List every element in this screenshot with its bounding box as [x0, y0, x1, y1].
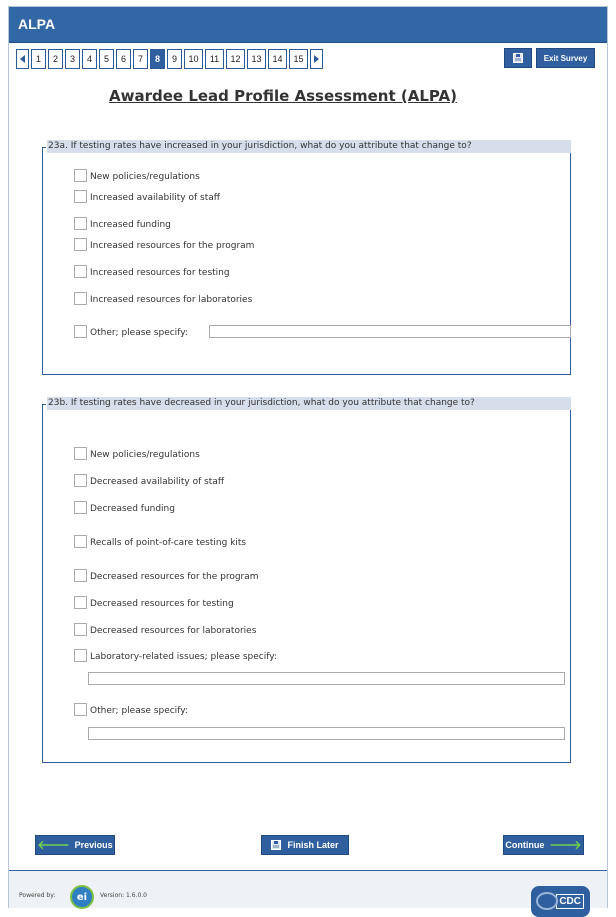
option-label: Increased resources for the program — [90, 241, 255, 251]
question-23b-section — [42, 398, 571, 763]
cdc-logo-text: CDC — [556, 894, 584, 909]
page-5-link[interactable]: 5 — [99, 49, 114, 69]
page-13-link[interactable]: 13 — [247, 49, 266, 69]
q23a-checkbox-increased-funding[interactable] — [74, 217, 87, 230]
option-label: Other; please specify: — [90, 328, 188, 338]
save-button[interactable] — [504, 48, 532, 68]
q23b-checkbox-decreased-funding[interactable] — [74, 501, 87, 514]
option-label: New policies/regulations — [90, 172, 200, 182]
hhs-eagle-icon — [536, 892, 558, 910]
question-23a-section — [42, 141, 571, 375]
option-label: Recalls of point-of-care testing kits — [90, 538, 247, 548]
q23a-checkbox-new-policies[interactable] — [74, 169, 87, 182]
q23a-option-increased-staff — [74, 190, 220, 203]
continue-label: Continue — [505, 840, 545, 850]
option-label: Increased availability of staff — [90, 193, 220, 203]
q23b-option-decreased-funding — [74, 501, 175, 514]
q23a-option-other — [74, 325, 188, 338]
finish-later-button[interactable] — [261, 835, 349, 855]
page-2-link[interactable]: 2 — [48, 49, 63, 69]
q23a-checkbox-increased-staff[interactable] — [74, 190, 87, 203]
exit-survey-button[interactable]: Exit Survey — [536, 48, 595, 68]
q23b-option-resources-program — [74, 569, 259, 582]
version-text: Version: 1.6.0.0 — [100, 892, 147, 899]
q23a-other-specify-input[interactable] — [209, 325, 571, 338]
q23a-checkbox-other[interactable] — [74, 325, 87, 338]
option-label: New policies/regulations — [90, 450, 200, 460]
option-label: Decreased resources for testing — [90, 599, 234, 609]
app-title: ALPA — [18, 16, 56, 32]
page-navigator — [16, 49, 325, 69]
option-label: Other; please specify: — [90, 706, 188, 716]
q23a-checkbox-resources-program[interactable] — [74, 238, 87, 251]
q23b-option-recalls — [74, 535, 246, 548]
q23a-option-resources-program — [74, 238, 254, 251]
page-10-link[interactable]: 10 — [184, 49, 203, 69]
option-label: Decreased availability of staff — [90, 477, 225, 487]
option-label: Increased funding — [90, 220, 171, 230]
continue-button[interactable] — [503, 835, 584, 855]
page-3-link[interactable]: 3 — [65, 49, 80, 69]
q23a-checkbox-resources-labs[interactable] — [74, 292, 87, 305]
q23a-option-new-policies — [74, 169, 200, 182]
q23b-option-resources-labs — [74, 623, 256, 636]
q23b-option-resources-testing — [74, 596, 234, 609]
ei-logo: ei — [70, 885, 94, 909]
q23a-checkbox-resources-testing[interactable] — [74, 265, 87, 278]
q23b-other-specify-input[interactable] — [88, 727, 565, 740]
q23b-lab-issues-specify-input[interactable] — [88, 672, 565, 685]
option-label: Decreased resources for the program — [90, 572, 259, 582]
q23b-option-lab-issues — [74, 649, 277, 662]
q23b-checkbox-other[interactable] — [74, 703, 87, 716]
save-icon — [271, 840, 281, 850]
save-icon — [513, 53, 523, 63]
page-title: Awardee Lead Profile Assessment (ALPA) — [109, 87, 457, 105]
page-8-link-current[interactable]: 8 — [150, 49, 165, 69]
page-6-link[interactable]: 6 — [116, 49, 131, 69]
q23b-checkbox-decreased-staff[interactable] — [74, 474, 87, 487]
q23a-option-resources-labs — [74, 292, 252, 305]
top-bar — [9, 7, 607, 43]
option-label: Increased resources for laboratories — [90, 295, 253, 305]
q23a-option-resources-testing — [74, 265, 230, 278]
option-label: Decreased resources for laboratories — [90, 626, 257, 636]
right-arrow-icon: 🡒 — [549, 838, 582, 852]
survey-frame — [8, 6, 608, 908]
page-4-link[interactable]: 4 — [82, 49, 97, 69]
page-7-link[interactable]: 7 — [133, 49, 148, 69]
footer — [9, 871, 607, 908]
q23b-checkbox-resources-labs[interactable] — [74, 623, 87, 636]
question-23b-title: 23b. If testing rates have decreased in your jurisdiction, what do you attribute that change to? — [47, 397, 571, 410]
pager-next-icon[interactable] — [310, 49, 323, 69]
page-1-link[interactable]: 1 — [31, 49, 46, 69]
pager-prev-icon[interactable] — [16, 49, 29, 69]
option-label: Decreased funding — [90, 504, 175, 514]
page-12-link[interactable]: 12 — [226, 49, 245, 69]
previous-label: Previous — [74, 840, 113, 850]
previous-button[interactable] — [35, 835, 115, 855]
finish-later-label: Finish Later — [287, 840, 339, 850]
page-14-link[interactable]: 14 — [268, 49, 287, 69]
q23b-checkbox-lab-issues[interactable] — [74, 649, 87, 662]
option-label: Increased resources for testing — [90, 268, 230, 278]
page-15-link[interactable]: 15 — [289, 49, 308, 69]
q23b-option-decreased-staff — [74, 474, 224, 487]
q23b-option-other — [74, 703, 188, 716]
q23b-checkbox-resources-testing[interactable] — [74, 596, 87, 609]
q23b-option-new-policies — [74, 447, 200, 460]
q23a-option-increased-funding — [74, 217, 171, 230]
page-9-link[interactable]: 9 — [167, 49, 182, 69]
cdc-logo — [531, 886, 590, 917]
powered-by-text: Powered by: — [19, 892, 56, 899]
page-11-link[interactable]: 11 — [205, 49, 224, 69]
option-label: Laboratory-related issues; please specify: — [90, 652, 277, 662]
left-arrow-icon: 🡐 — [37, 838, 70, 852]
q23b-checkbox-resources-program[interactable] — [74, 569, 87, 582]
q23b-checkbox-recalls[interactable] — [74, 535, 87, 548]
question-23a-title: 23a. If testing rates have increased in your jurisdiction, what do you attribute that change to? — [47, 140, 571, 153]
q23b-checkbox-new-policies[interactable] — [74, 447, 87, 460]
